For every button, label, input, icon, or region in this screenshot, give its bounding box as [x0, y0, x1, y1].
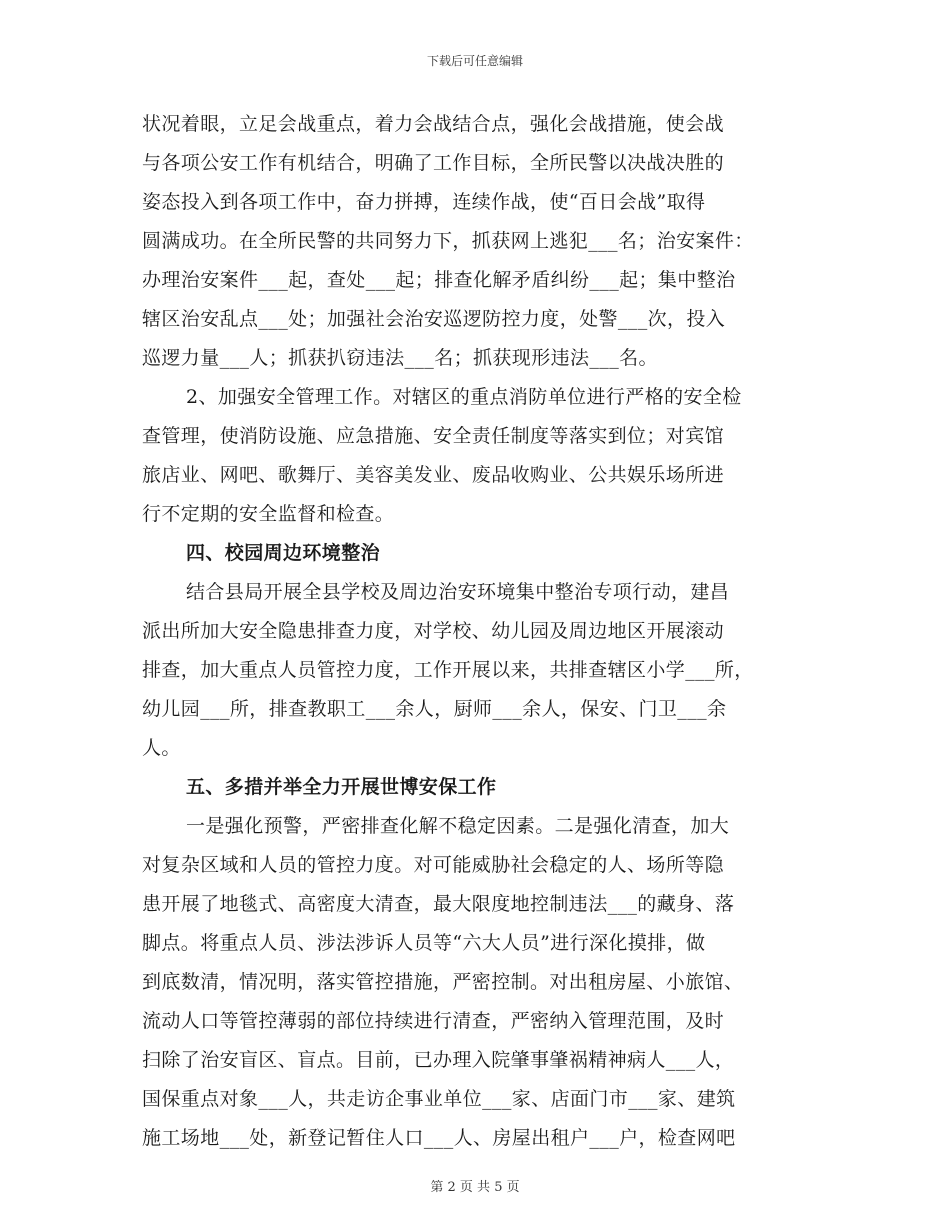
body-line: 施工场地___处，新登记暂住人口___人、房屋出租户___户，检查网吧	[142, 1127, 736, 1149]
body-line: 人。	[142, 737, 181, 759]
page-header: 下载后可任意编辑	[426, 54, 523, 68]
body-line: 巡逻力量___人；抓获扒窃违法___名；抓获现形违法___名。	[142, 347, 658, 369]
body-line: 与各项公安工作有机结合，明确了工作目标，全所民警以决战决胜的	[142, 152, 725, 174]
body-line: 姿态投入到各项工作中，奋力拼搏，连续作战，使“百日会战”取得	[142, 191, 706, 213]
body-line: 脚点。将重点人员、涉法涉诉人员等“六大人员”进行深化摸排，做	[142, 932, 706, 954]
body-line: 查管理，使消防设施、应急措施、安全责任制度等落实到位；对宾馆	[142, 425, 725, 447]
body-line: 行不定期的安全监督和检查。	[142, 503, 395, 525]
body-line: 圆满成功。在全所民警的共同努力下，抓获网上逃犯___名；治安案件：	[142, 230, 754, 252]
body-line: 派出所加大安全隐患排查力度，对学校、幼儿园及周边地区开展滚动	[142, 620, 725, 642]
body-line: 到底数清，情况明，落实管控措施，严密控制。对出租房屋、小旅馆、	[142, 971, 744, 993]
page-footer: 第 2 页 共 5 页	[430, 1180, 520, 1195]
body-line: 国保重点对象___人，共走访企事业单位___家、店面门市___家、建筑	[142, 1088, 736, 1110]
body-line: 旅店业、网吧、歌舞厅、美容美发业、废品收购业、公共娱乐场所进	[142, 464, 725, 486]
body-line: 患开展了地毯式、高密度大清查，最大限度地控制违法___的藏身、落	[142, 893, 735, 915]
section-heading: 四、校园周边环境整治	[186, 542, 381, 564]
paragraph-start-line: 2、加强安全管理工作。对辖区的重点消防单位进行严格的安全检	[186, 386, 742, 408]
body-line: 办理治安案件___起，查处___起；排查化解矛盾纠纷___起；集中整治	[142, 269, 736, 291]
body-line: 流动人口等管控薄弱的部位持续进行清查，严密纳入管理范围，及时	[142, 1010, 725, 1032]
paragraph-start-line: 一是强化预警，严密排查化解不稳定因素。二是强化清查，加大	[186, 815, 730, 837]
body-line: 对复杂区域和人员的管控力度。对可能威胁社会稳定的人、场所等隐	[142, 854, 725, 876]
body-line: 幼儿园___所，排查教职工___余人，厨师___余人，保安、门卫___余	[142, 698, 727, 720]
section-heading: 五、多措并举全力开展世博安保工作	[186, 776, 497, 798]
body-line: 状况着眼，立足会战重点，着力会战结合点，强化会战措施，使会战	[142, 113, 725, 135]
paragraph-start-line: 结合县局开展全县学校及周边治安环境集中整治专项行动，建昌	[186, 581, 730, 603]
body-line: 辖区治安乱点___处；加强社会治安巡逻防控力度，处警___次，投入	[142, 308, 726, 330]
body-line: 排查，加大重点人员管控力度，工作开展以来，共排查辖区小学___所，	[142, 659, 754, 681]
body-line: 扫除了治安盲区、盲点。目前，已办理入院肇事肇祸精神病人___人，	[142, 1049, 735, 1071]
document-body	[142, 105, 832, 1158]
